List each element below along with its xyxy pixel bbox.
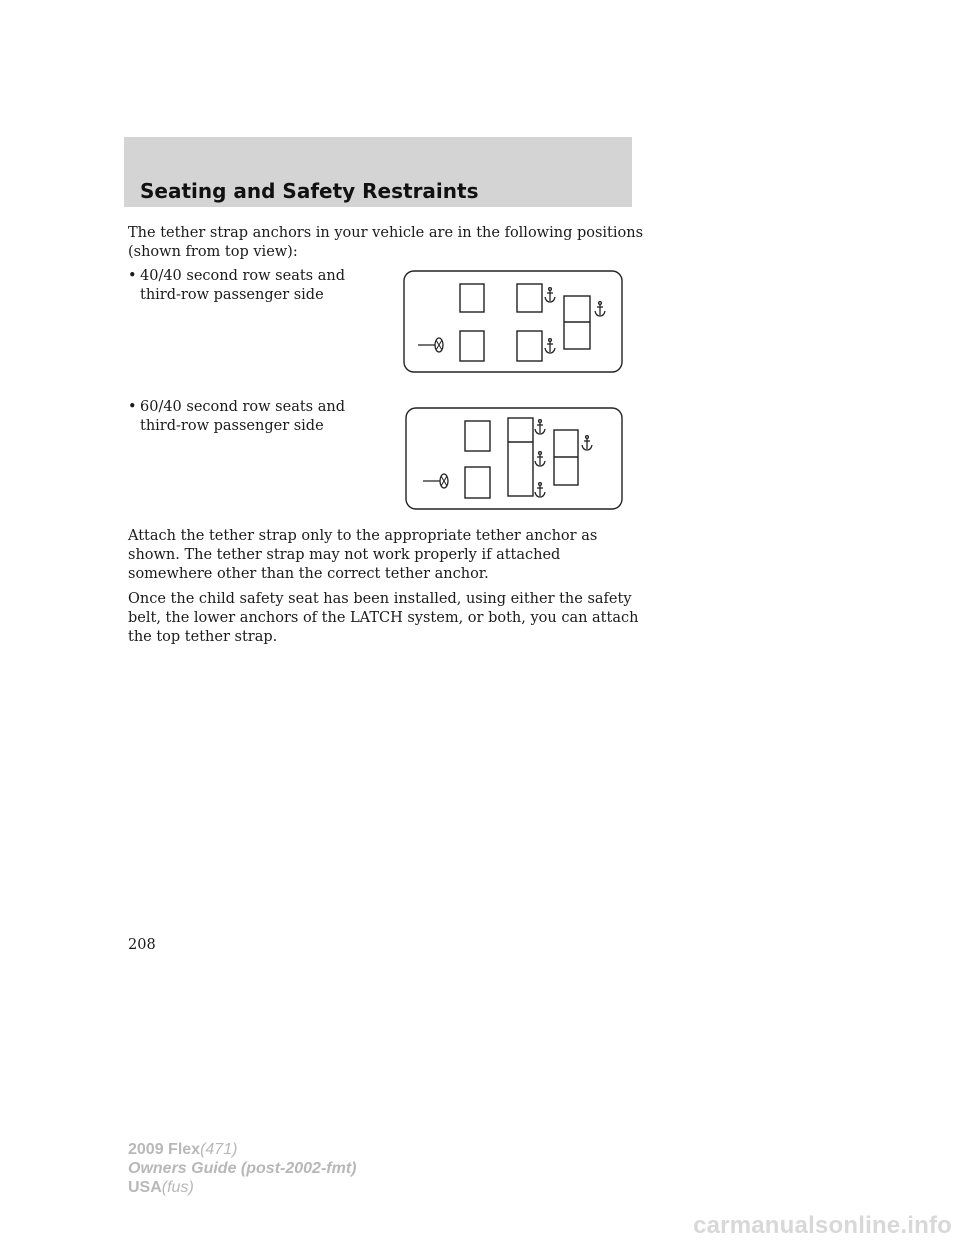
seat-second-row-60-40 bbox=[508, 418, 533, 496]
footer-line-model bbox=[128, 1140, 356, 1159]
seat-front-left bbox=[460, 331, 484, 361]
seat-second-row-right bbox=[517, 284, 542, 312]
bullet-item-60-40 bbox=[128, 398, 368, 436]
diagram-60-40-tether-anchors bbox=[404, 407, 624, 511]
bullet-marker: • bbox=[128, 268, 137, 284]
bullet-item-40-40 bbox=[128, 267, 368, 305]
footer-market: USA bbox=[128, 1179, 162, 1196]
installation-paragraph: Once the child safety seat has been installed, using either the safety belt, the lower anchors of the LATCH system, or both, you can attach the top tether strap. bbox=[128, 591, 639, 645]
intro-paragraph: The tether strap anchors in your vehicle are in the following positions (shown from top view): bbox=[128, 225, 644, 260]
diagram-40-40-tether-anchors bbox=[402, 270, 624, 374]
seat-front-right bbox=[460, 284, 484, 312]
footer-model-code: (471) bbox=[200, 1141, 238, 1158]
attach-paragraph: Attach the tether strap only to the appropriate tether anchor as shown. The tether strap may not work properly if attached somewhere other than the correct tether anchor. bbox=[128, 528, 598, 582]
watermark: carmanualsonline.info bbox=[693, 1212, 952, 1239]
page-number: 208 bbox=[128, 937, 156, 953]
seat-front-right bbox=[465, 421, 490, 451]
document-footer bbox=[128, 1140, 356, 1197]
footer-market-code: (fus) bbox=[161, 1179, 194, 1196]
seat-second-row-left bbox=[517, 331, 542, 361]
bullet-marker: • bbox=[128, 399, 137, 415]
bullet-text: 60/40 second row seats and third-row passenger side bbox=[140, 399, 345, 434]
section-title: Seating and Safety Restraints bbox=[140, 179, 479, 203]
seat-front-left bbox=[465, 467, 490, 498]
footer-line-market bbox=[128, 1178, 356, 1197]
footer-model: 2009 Flex bbox=[128, 1141, 201, 1158]
bullet-text: 40/40 second row seats and third-row passenger side bbox=[140, 268, 345, 303]
footer-guide-format: Owners Guide (post-2002-fmt) bbox=[128, 1160, 357, 1177]
